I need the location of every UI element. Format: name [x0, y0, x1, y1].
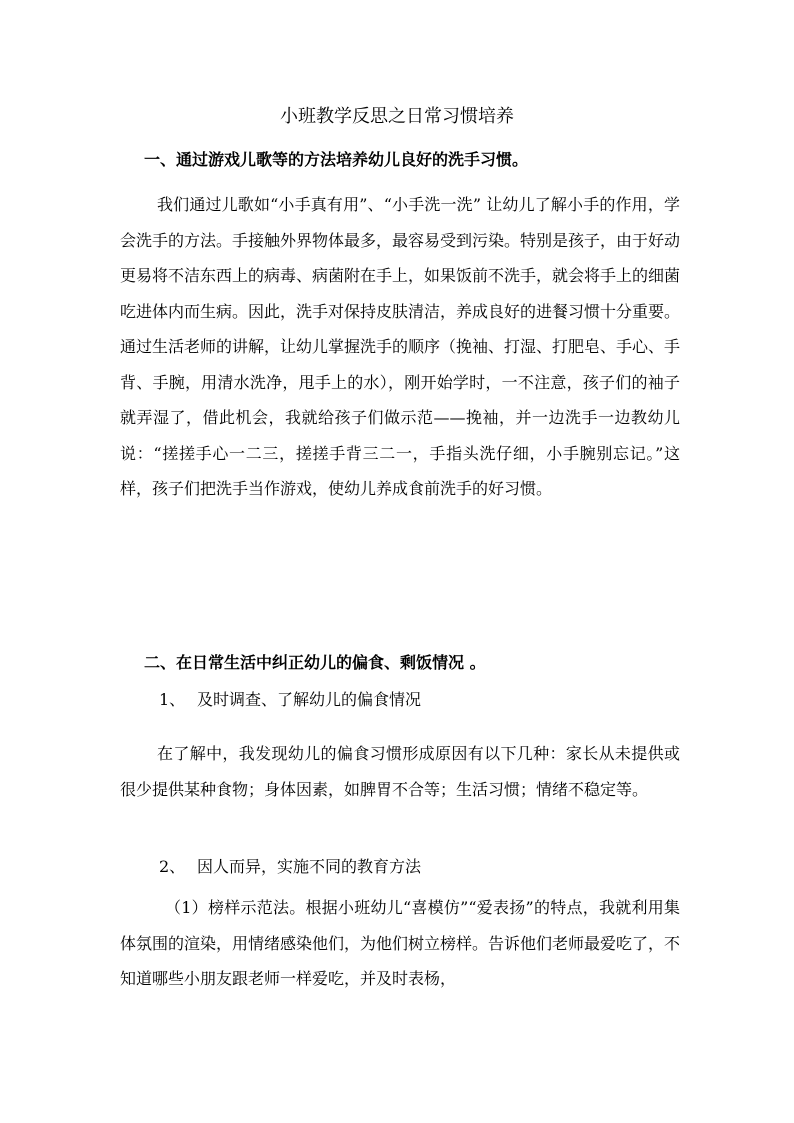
list-item-text: 因人而异，实施不同的教育方法: [197, 857, 422, 876]
list-item-number: 1、: [159, 690, 186, 709]
paragraph-handwashing: 我们通过儿歌如“小手真有用”、“小手洗一洗” 让幼儿了解小手的作用，学会洗手的方法。手接触外界物体最多，最容易受到污染。特别是孩子，由于好动更易将不洁东西上的病毒、病菌附在手上，如果饭前不洗手，就会将手上的细菌吃进体内而生病。因此，洗手对保持皮肤清洁，养成良好的进餐习惯十分重要。通过生活老师的讲解，让幼儿掌握洗手的顺序（挽袖、打湿、打肥皂、手心、手背、手腕，用清水洗净，甩手上的水），刚开始学时，一不注意，孩子们的袖子就弄湿了，借此机会，我就给孩子们做示范——挽袖，并一边洗手一边教幼儿说：“搓搓手心一二三，搓搓手背三二一，手指头洗仔细，小手腕别忘记。”这样，孩子们把洗手当作游戏，使幼儿养成食前洗手的好习惯。: [120, 195, 681, 498]
list-item-number: 2、: [159, 857, 186, 876]
paragraph-role-model-method: （1）榜样示范法。根据小班幼儿“喜模仿”“爱表扬”的特点，我就利用集体氛围的渲染，用情绪感染他们，为他们树立榜样。告诉他们老师最爱吃了，不知道哪些小朋友跟老师一样爱吃，并及时表杨，: [120, 898, 681, 988]
section-heading-picky-eating: 二、在日常生活中纠正幼儿的偏食、剩饭情况 。: [144, 653, 486, 672]
list-item-investigate: [159, 688, 421, 712]
list-item-text: 及时调查、了解幼儿的偏食情况: [197, 690, 422, 709]
section-heading-handwashing: 一、通过游戏儿歌等的方法培养幼儿良好的洗手习惯。: [144, 150, 529, 169]
list-item-methods: [159, 855, 421, 879]
paragraph-picky-eating-causes: 在了解中，我发现幼儿的偏食习惯形成原因有以下几种：家长从未提供或很少提供某种食物；身体因素，如脾胃不合等；生活习惯；情绪不稳定等。: [120, 744, 680, 799]
page-title: 小班教学反思之日常习惯培养: [280, 106, 514, 127]
